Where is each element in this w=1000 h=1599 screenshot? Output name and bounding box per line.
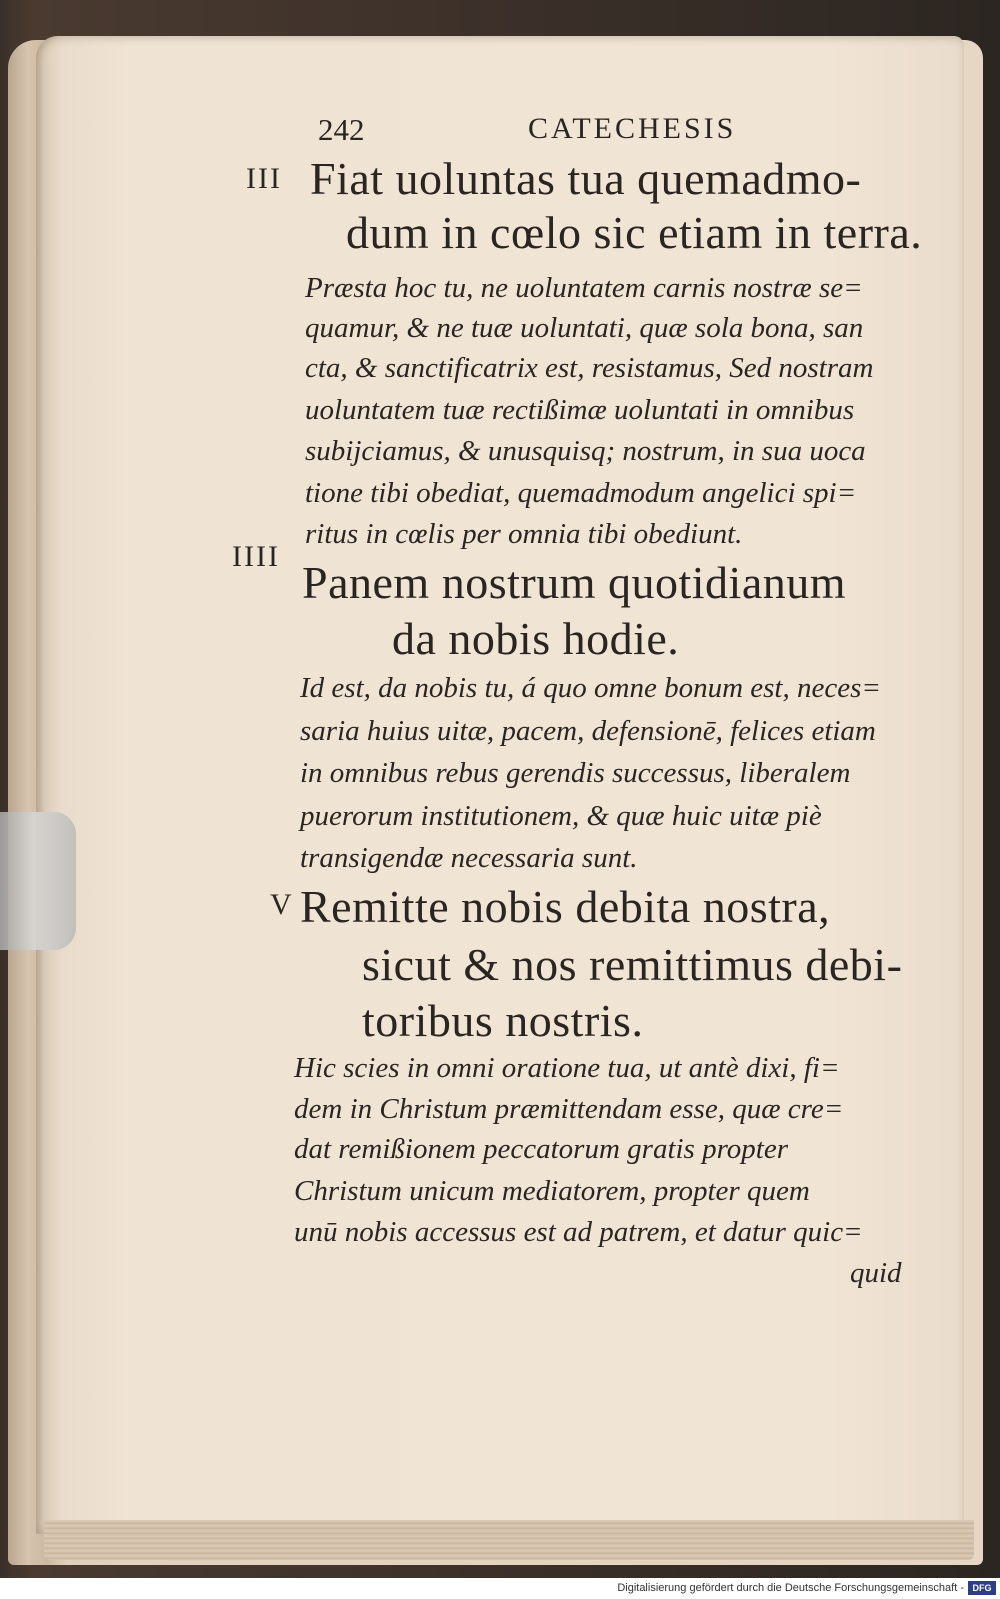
text-line: Id est, da nobis tu, á quo omne bonum est, neces= <box>300 672 881 704</box>
page-header <box>318 112 788 156</box>
petition-heading-line: Fiat uoluntas tua quemadmo- <box>310 153 862 204</box>
text-line: cta, & sanctificatrix est, resistamus, Sed nostram <box>305 352 874 384</box>
petition-heading-line: dum in cœlo sic etiam in terra. <box>346 207 923 258</box>
text-line: dem in Christum præmittendam esse, quæ cre= <box>294 1093 844 1125</box>
petition-heading-line: sicut & nos remittimus debi- <box>362 939 903 990</box>
page-clip <box>0 812 76 950</box>
footer-bar <box>0 1578 1000 1599</box>
text-line: ritus in cœlis per omnia tibi obediunt. <box>305 518 743 550</box>
text-line: in omnibus rebus gerendis successus, liberalem <box>300 757 851 789</box>
text-line: subijciamus, & unusquisq; nostrum, in sua uoca <box>305 435 866 467</box>
text-line: Præsta hoc tu, ne uoluntatem carnis nostræ se= <box>305 272 863 304</box>
text-line: tione tibi obediat, quemadmodum angelici spi= <box>305 477 857 509</box>
footer-credit: Digitalisierung gefördert durch die Deutsche Forschungsgemeinschaft - <box>617 1582 964 1594</box>
running-title: CATECHESIS <box>528 112 737 145</box>
text-line: Hic scies in omni oratione tua, ut antè dixi, fi= <box>294 1052 840 1084</box>
text-line: puerorum institutionem, & quæ huic uitæ piè <box>300 800 822 832</box>
text-line: transigendæ necessaria sunt. <box>300 842 638 874</box>
petition-numeral: IIII <box>232 540 280 573</box>
text-line: Christum unicum mediatorem, propter quem <box>294 1175 810 1207</box>
petition-numeral: III <box>246 162 282 195</box>
petition-heading-line: Remitte nobis debita nostra, <box>300 881 831 932</box>
text-line: quamur, & ne tuæ uoluntati, quæ sola bona, san <box>305 312 864 344</box>
petition-numeral: V <box>270 888 294 921</box>
text-line: dat remißionem peccatorum gratis propter <box>294 1133 789 1165</box>
petition-heading-line: da nobis hodie. <box>392 613 680 664</box>
text-line: saria huius uitæ, pacem, defensionē, felices etiam <box>300 715 876 747</box>
dfg-logo: DFG <box>968 1581 996 1595</box>
petition-heading-line: Panem nostrum quotidianum <box>302 557 847 608</box>
text-line: unū nobis accessus est ad patrem, et datur quic= <box>294 1216 863 1248</box>
petition-heading-line: toribus nostris. <box>362 995 644 1046</box>
page-number: 242 <box>318 112 365 147</box>
catchword: quid <box>850 1257 902 1289</box>
page-edges <box>44 1520 974 1560</box>
text-line: uoluntatem tuæ rectißimæ uoluntati in omnibus <box>305 394 855 426</box>
